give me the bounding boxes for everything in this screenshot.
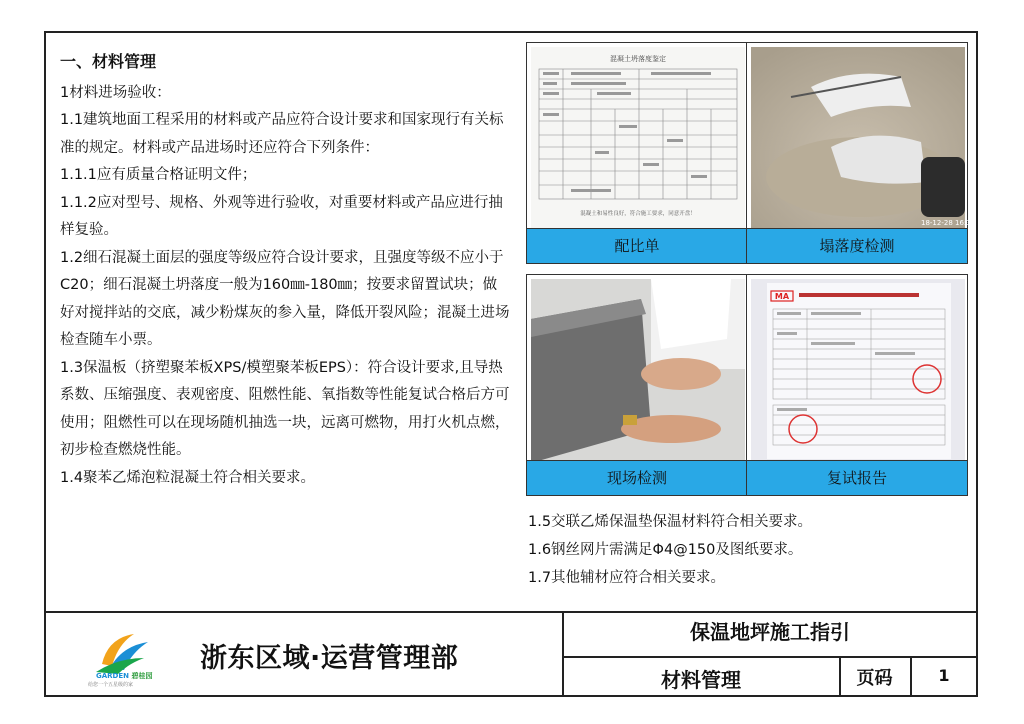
photo-retest-report — [746, 274, 968, 496]
guide-title: 保温地坪施工指引 — [690, 620, 850, 644]
section-heading: 一、材料管理 — [60, 52, 157, 71]
photo-mix-ratio — [526, 42, 748, 264]
paragraph: 1材料进场验收： — [60, 84, 171, 101]
paragraph: 1.1.2应对型号、规格、外观等进行验收，对重要材料或产品应进行抽样复验。 — [60, 194, 503, 238]
page-number: 1 — [938, 666, 950, 685]
stamp-ma: MA — [774, 292, 790, 301]
right-notes — [528, 508, 812, 592]
mix-ratio-image — [531, 47, 743, 229]
retest-report-image — [751, 279, 963, 461]
logo-slogan: 给您一个五星级的家 — [88, 682, 134, 688]
concrete-test-graphic — [751, 47, 976, 231]
paragraph: 1.1.1应有质量合格证明文件； — [60, 167, 257, 183]
slump-test-image — [751, 47, 976, 229]
caption-mix-ratio: 配比单 — [527, 228, 747, 263]
logo-brand: GARDEN 碧桂园 — [96, 672, 153, 680]
note-item: 1.5交联乙烯保温垫保温材料符合相关要求。 — [528, 514, 813, 530]
paragraph: 1.1建筑地面工程采用的材料或产品应符合设计要求和国家现行有关标准的规定。材料或产品进场时还应符合下列条件： — [60, 112, 504, 156]
section-name: 材料管理 — [661, 668, 741, 692]
doc-title: 混凝土坍落度鉴定 — [610, 55, 666, 63]
paragraph: 1.2细石混凝土面层的强度等级应符合设计要求，且强度等级不应小于C20；细石混凝土坍落度一般为160㎜-180㎜；按要求留置试块；做好对搅拌站的交底，减少粉煤灰的参入量，降低开裂风险；混凝土进场检查随车小票。 — [60, 249, 510, 348]
footer-divider — [44, 611, 978, 613]
caption-site-test: 现场检测 — [527, 460, 747, 495]
report-sheet-graphic — [751, 279, 965, 463]
paragraph: 1.4聚苯乙烯泡粒混凝土符合相关要求。 — [60, 469, 316, 486]
document-sheet-graphic — [531, 47, 745, 231]
caption-retest-report: 复试报告 — [747, 460, 967, 495]
photo-slump-test — [746, 42, 976, 264]
note-item: 1.7其他辅材应符合相关要求。 — [528, 570, 726, 586]
photo-timestamp: 18-12-28 16:38 — [921, 219, 976, 227]
insulation-board-graphic — [531, 279, 745, 463]
department-name: 浙东区域·运营管理部 — [200, 643, 459, 674]
site-test-image — [531, 279, 743, 461]
doc-footer: 混凝土和易性良好，符合施工要求，同意开盘！ — [580, 211, 696, 217]
caption-slump-test: 塌落度检测 — [747, 228, 967, 263]
footer-mid-divider — [562, 656, 978, 658]
note-item: 1.6钢丝网片需满足Φ4@150及图纸要求。 — [528, 542, 803, 558]
page-label: 页码 — [856, 668, 893, 689]
paragraph: 1.3保温板（挤塑聚苯板XPS/模塑聚苯板EPS）：符合设计要求,且导热系数、压缩强度、表观密度、阻燃性能、氧指数等性能复试合格后方可使用；阻燃性可以在现场随机抽选一块，远离可燃物，用打火机点燃，初步检查燃烧性能。 — [60, 359, 510, 458]
photo-site-test — [526, 274, 748, 496]
main-text — [60, 48, 510, 492]
